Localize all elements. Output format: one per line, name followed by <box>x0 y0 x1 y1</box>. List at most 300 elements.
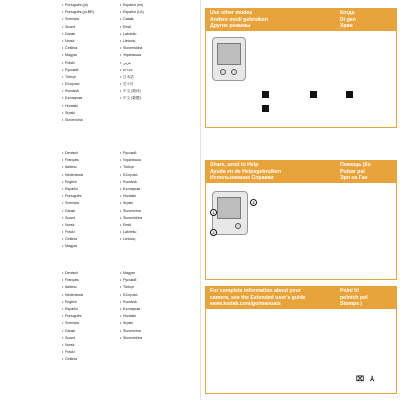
bullet-icon: • <box>120 38 122 43</box>
language-label: Srpski <box>65 110 75 115</box>
bullet-icon: • <box>120 230 122 235</box>
language-line <box>120 88 144 95</box>
language-label: Eesti <box>123 24 131 29</box>
language-line <box>120 270 142 277</box>
language-label: عربي <box>123 60 132 65</box>
bullet-icon: • <box>62 118 64 122</box>
language-line <box>2 229 5 236</box>
heading-line: www.kodak.com/go/manuals <box>210 301 281 308</box>
language-label: Dansk <box>65 31 76 36</box>
heading-line: Stomps j <box>340 301 362 308</box>
bullet-icon: • <box>62 103 64 108</box>
heading-line: Когда <box>340 10 355 16</box>
language-label: Slovenčina <box>123 208 141 213</box>
language-line <box>2 299 5 306</box>
language-label: Українська <box>123 158 141 163</box>
language-label: Hrvatski <box>65 103 78 108</box>
language-line <box>120 95 144 102</box>
bullet-icon: • <box>62 74 64 79</box>
bullet-icon: • <box>62 31 64 36</box>
language-line <box>62 81 94 88</box>
bullet-icon: • <box>120 151 122 155</box>
language-column-2 <box>62 2 94 124</box>
bullet-icon: • <box>62 314 64 319</box>
language-line <box>120 292 142 299</box>
language-line <box>62 320 83 327</box>
language-line <box>62 88 94 95</box>
bullet-icon: • <box>120 46 122 51</box>
bullet-icon: • <box>62 186 64 191</box>
language-line <box>120 157 142 164</box>
camera-button <box>231 69 237 75</box>
camera-screen <box>217 43 241 65</box>
mode-icon <box>346 91 353 98</box>
card-heading <box>206 9 336 31</box>
bullet-icon: • <box>62 201 64 206</box>
language-label: Čeština <box>65 237 78 242</box>
language-line <box>62 52 94 59</box>
language-line <box>2 52 5 59</box>
language-label: Norsk <box>65 222 75 227</box>
language-line <box>2 284 5 291</box>
language-line <box>62 342 83 349</box>
language-line <box>120 150 142 157</box>
language-label: Lietuvių <box>123 237 136 242</box>
bullet-icon: • <box>62 172 64 177</box>
bullet-icon: • <box>120 306 122 311</box>
language-line <box>62 95 94 102</box>
language-line <box>2 349 5 356</box>
language-line <box>62 150 83 157</box>
language-line <box>62 9 94 16</box>
language-label: Slovenščina <box>123 215 143 220</box>
bullet-icon: • <box>62 17 64 22</box>
language-line <box>62 186 83 193</box>
bullet-icon: • <box>62 3 64 7</box>
language-line <box>2 157 5 164</box>
recycling-bin-icon: ⌧ <box>356 376 365 383</box>
language-line <box>120 164 142 171</box>
bullet-icon: • <box>62 222 64 227</box>
bullet-icon: • <box>62 328 64 333</box>
language-line <box>2 193 5 200</box>
language-line <box>2 179 5 186</box>
language-label: Slovenščina <box>123 46 143 51</box>
bullet-icon: • <box>62 335 64 340</box>
language-block-middle <box>0 150 200 260</box>
language-label: Ελληνικά <box>123 292 138 297</box>
language-line <box>120 313 142 320</box>
camera-screen <box>217 197 241 219</box>
language-label: Norsk <box>65 342 75 347</box>
language-line <box>120 60 144 67</box>
language-line <box>62 67 94 74</box>
bullet-icon: • <box>120 53 122 58</box>
language-label: Srpski <box>123 201 133 206</box>
language-line <box>62 45 94 52</box>
heading-line: Use other modes <box>210 10 253 16</box>
heading-line: Polní hl <box>340 288 359 294</box>
language-line <box>2 60 5 67</box>
bullet-icon: • <box>120 299 122 304</box>
language-line <box>62 74 94 81</box>
bullet-icon: • <box>62 208 64 213</box>
language-line <box>62 328 83 335</box>
bullet-icon: • <box>62 46 64 51</box>
heading-line: Эрп ок Ган <box>340 175 368 182</box>
language-line <box>62 335 83 342</box>
bullet-icon: • <box>120 24 122 29</box>
language-line <box>120 45 144 52</box>
bullet-icon: • <box>62 342 64 347</box>
language-line <box>120 186 142 193</box>
language-label: Català <box>123 17 134 22</box>
language-line <box>62 208 83 215</box>
bullet-icon: • <box>62 306 64 311</box>
bullet-icon: • <box>120 335 122 340</box>
language-label: Polski <box>65 350 75 355</box>
language-column-1 <box>2 150 5 243</box>
camera-back-illustration <box>212 191 248 235</box>
bullet-icon: • <box>120 31 122 36</box>
language-line <box>62 270 83 277</box>
bullet-icon: • <box>120 165 122 170</box>
bullet-icon: • <box>120 67 122 72</box>
bullet-icon: • <box>62 89 64 94</box>
language-line <box>2 186 5 193</box>
language-block-top <box>0 0 200 140</box>
language-label: Deutsch <box>65 151 79 155</box>
card-heading-side <box>336 287 396 309</box>
language-label: Italiano <box>65 285 77 290</box>
language-line <box>120 215 142 222</box>
bullet-icon: • <box>62 110 64 115</box>
bullet-icon: • <box>120 215 122 220</box>
language-line <box>2 2 5 9</box>
language-line <box>62 277 83 284</box>
language-line <box>62 31 94 38</box>
bullet-icon: • <box>120 208 122 213</box>
language-label: Srpski <box>123 321 133 326</box>
language-line <box>2 172 5 179</box>
bullet-icon: • <box>120 89 122 94</box>
language-label: Dansk <box>65 328 76 333</box>
language-line <box>120 222 142 229</box>
camera-button <box>220 69 226 75</box>
language-line <box>62 284 83 291</box>
language-label: Български <box>123 186 141 191</box>
language-line <box>2 328 5 335</box>
bullet-icon: • <box>62 299 64 304</box>
language-line <box>120 277 142 284</box>
bullet-icon: • <box>62 237 64 242</box>
heading-line: polních pol <box>340 294 368 301</box>
language-line <box>62 222 83 229</box>
language-label: 中文 (繁體) <box>123 96 141 101</box>
language-line <box>2 208 5 215</box>
language-label: Eesti <box>123 222 131 227</box>
bullet-icon: • <box>62 357 64 362</box>
bullet-icon: • <box>120 222 122 227</box>
language-line <box>2 74 5 81</box>
language-line <box>62 60 94 67</box>
language-line <box>2 292 5 299</box>
language-column-1 <box>2 270 5 378</box>
mode-icon <box>262 91 269 98</box>
language-line <box>120 335 142 342</box>
language-line <box>2 236 5 243</box>
heading-line: Andere modi gebruiken <box>210 16 268 23</box>
language-line <box>120 2 144 9</box>
bullet-icon: • <box>120 285 122 290</box>
language-column-3 <box>120 270 142 342</box>
language-line <box>62 110 94 117</box>
language-label: Español <box>65 306 78 311</box>
language-label: Ελληνικά <box>65 82 80 87</box>
heading-line: Хран <box>340 23 353 30</box>
bullet-icon: • <box>62 96 64 101</box>
bullet-icon: • <box>62 165 64 170</box>
language-label: Português (pt) <box>65 3 88 7</box>
bullet-icon: • <box>62 271 64 275</box>
language-line <box>62 356 83 363</box>
language-label: Български <box>65 96 83 101</box>
language-line <box>2 31 5 38</box>
bullet-icon: • <box>62 244 64 249</box>
language-line <box>2 38 5 45</box>
language-line <box>62 16 94 23</box>
language-line <box>120 328 142 335</box>
language-line <box>2 342 5 349</box>
language-line <box>2 277 5 284</box>
language-line <box>120 306 142 313</box>
bullet-icon: • <box>120 60 122 65</box>
language-label: Latviešu <box>123 31 137 36</box>
language-line <box>2 320 5 327</box>
right-page <box>200 0 400 400</box>
language-line <box>2 81 5 88</box>
callout-number: 3 <box>250 199 257 206</box>
language-label: Svenska <box>65 321 79 326</box>
language-label: English <box>65 299 77 304</box>
language-line <box>120 229 142 236</box>
language-label: Suomi <box>65 335 76 340</box>
language-label: Hrvatski <box>123 314 136 319</box>
language-column-2 <box>62 150 83 251</box>
bullet-icon: • <box>120 278 122 283</box>
language-column-3 <box>120 2 144 103</box>
language-label: Română <box>123 179 137 184</box>
language-line <box>62 229 83 236</box>
language-line <box>120 208 142 215</box>
language-label: Italiano <box>65 165 77 170</box>
bullet-icon: • <box>120 314 122 319</box>
bullet-icon: • <box>120 82 122 87</box>
bullet-icon: • <box>62 194 64 199</box>
language-label: 日本語 <box>123 74 134 79</box>
language-line <box>2 150 5 157</box>
language-label: English <box>65 179 77 184</box>
language-line <box>62 349 83 356</box>
language-label: Français <box>65 278 79 283</box>
language-line <box>120 284 142 291</box>
language-label: Русский <box>65 67 79 72</box>
bullet-icon: • <box>120 179 122 184</box>
language-line <box>120 179 142 186</box>
bullet-icon: • <box>120 96 122 101</box>
language-line <box>62 236 83 243</box>
language-line <box>2 270 5 277</box>
language-line <box>2 306 5 313</box>
language-line <box>120 200 142 207</box>
language-line <box>120 299 142 306</box>
language-line <box>2 9 5 16</box>
language-label: Suomi <box>65 215 76 220</box>
language-label: Română <box>65 89 79 94</box>
language-label: Norsk <box>65 38 75 43</box>
bullet-icon: • <box>120 321 122 326</box>
language-label: 中文 (简体) <box>123 89 141 94</box>
heading-line: Другие режимы <box>210 23 251 30</box>
language-label: Čeština <box>65 46 78 51</box>
heading-line: Помощь (Кн <box>340 162 371 168</box>
bullet-icon: • <box>120 158 122 163</box>
heading-line: Использование Справки <box>210 175 274 182</box>
language-line <box>62 103 94 110</box>
language-line <box>62 215 83 222</box>
heading-line: Share, send to Help <box>210 162 259 168</box>
language-line <box>2 16 5 23</box>
language-label: Slovenščina <box>123 335 143 340</box>
language-label: Svenska <box>65 17 79 22</box>
bullet-icon: • <box>120 186 122 191</box>
language-label: Română <box>123 299 137 304</box>
language-line <box>120 74 144 81</box>
bullet-icon: • <box>62 53 64 58</box>
bullet-icon: • <box>120 237 122 242</box>
language-line <box>62 306 83 313</box>
bullet-icon: • <box>62 60 64 65</box>
language-line <box>120 236 142 243</box>
bullet-icon: • <box>62 179 64 184</box>
language-label: Português <box>65 194 82 199</box>
language-line <box>2 215 5 222</box>
language-label: Español (es) <box>123 3 144 7</box>
card-heading <box>206 161 336 183</box>
language-label: Español (LA) <box>123 10 144 15</box>
bullet-icon: • <box>62 321 64 326</box>
language-line <box>2 335 5 342</box>
more-information-card <box>205 286 397 394</box>
callout-number: 2 <box>210 229 217 236</box>
language-line <box>62 2 94 9</box>
language-line <box>62 172 83 179</box>
language-label: Nederlands <box>65 292 84 297</box>
language-block-bottom <box>0 270 200 400</box>
language-label: Türkçe <box>123 165 134 170</box>
language-label: Ελληνικά <box>123 172 138 177</box>
use-other-modes-card <box>205 8 397 128</box>
card-heading <box>206 287 336 309</box>
language-line <box>2 200 5 207</box>
bullet-icon: • <box>120 194 122 199</box>
language-line <box>62 200 83 207</box>
bullet-icon: • <box>120 328 122 333</box>
language-line <box>120 193 142 200</box>
camera-button <box>235 223 241 229</box>
language-line <box>62 157 83 164</box>
bullet-icon: • <box>62 158 64 163</box>
language-label: Dansk <box>65 208 76 213</box>
language-label: Svenska <box>65 201 79 206</box>
language-line <box>62 24 94 31</box>
language-label: Türkçe <box>65 74 76 79</box>
language-label: Magyar <box>123 271 135 275</box>
language-line <box>120 9 144 16</box>
language-label: Latviešu <box>123 230 137 235</box>
language-line <box>120 172 142 179</box>
language-label: Français <box>65 158 79 163</box>
language-label: Русский <box>123 278 137 283</box>
language-line <box>62 313 83 320</box>
language-label: Български <box>123 306 141 311</box>
bullet-icon: • <box>120 10 122 15</box>
language-label: Українська <box>123 53 141 58</box>
bullet-icon: • <box>62 82 64 87</box>
language-line <box>2 45 5 52</box>
bullet-icon: • <box>120 3 122 7</box>
language-label: Hrvatski <box>123 194 136 199</box>
language-line <box>2 164 5 171</box>
bullet-icon: • <box>62 67 64 72</box>
language-line <box>2 371 5 378</box>
language-label: Magyar <box>65 53 77 58</box>
language-line <box>120 31 144 38</box>
heading-line: Pulsar pal <box>340 168 365 175</box>
certification-mark-icon: ⅄ <box>370 376 375 383</box>
bullet-icon: • <box>62 292 64 297</box>
language-label: Čeština <box>65 357 78 362</box>
language-line <box>120 67 144 74</box>
language-line <box>120 16 144 23</box>
language-line <box>62 38 94 45</box>
heading-line: Di gen <box>340 16 356 23</box>
language-label: 한국어 <box>123 82 134 87</box>
language-label: Polski <box>65 60 75 65</box>
language-line <box>2 363 5 370</box>
bullet-icon: • <box>120 172 122 177</box>
language-line <box>2 313 5 320</box>
language-label: Slovenčina <box>65 118 83 122</box>
language-line <box>120 320 142 327</box>
mode-icon <box>262 105 269 112</box>
language-label: Português (pt-BR) <box>65 10 94 15</box>
language-label: Português <box>65 314 82 319</box>
bullet-icon: • <box>62 151 64 155</box>
language-label: Suomi <box>65 24 76 29</box>
language-line <box>62 243 83 250</box>
language-label: Magyar <box>65 244 77 249</box>
language-line <box>120 81 144 88</box>
language-column-2 <box>62 270 83 363</box>
heading-line: For complete information about your <box>210 288 301 294</box>
bullet-icon: • <box>120 292 122 297</box>
bullet-icon: • <box>120 271 122 275</box>
help-card <box>205 160 397 280</box>
bullet-icon: • <box>62 278 64 283</box>
bullet-icon: • <box>62 350 64 355</box>
language-label: Türkçe <box>123 285 134 290</box>
